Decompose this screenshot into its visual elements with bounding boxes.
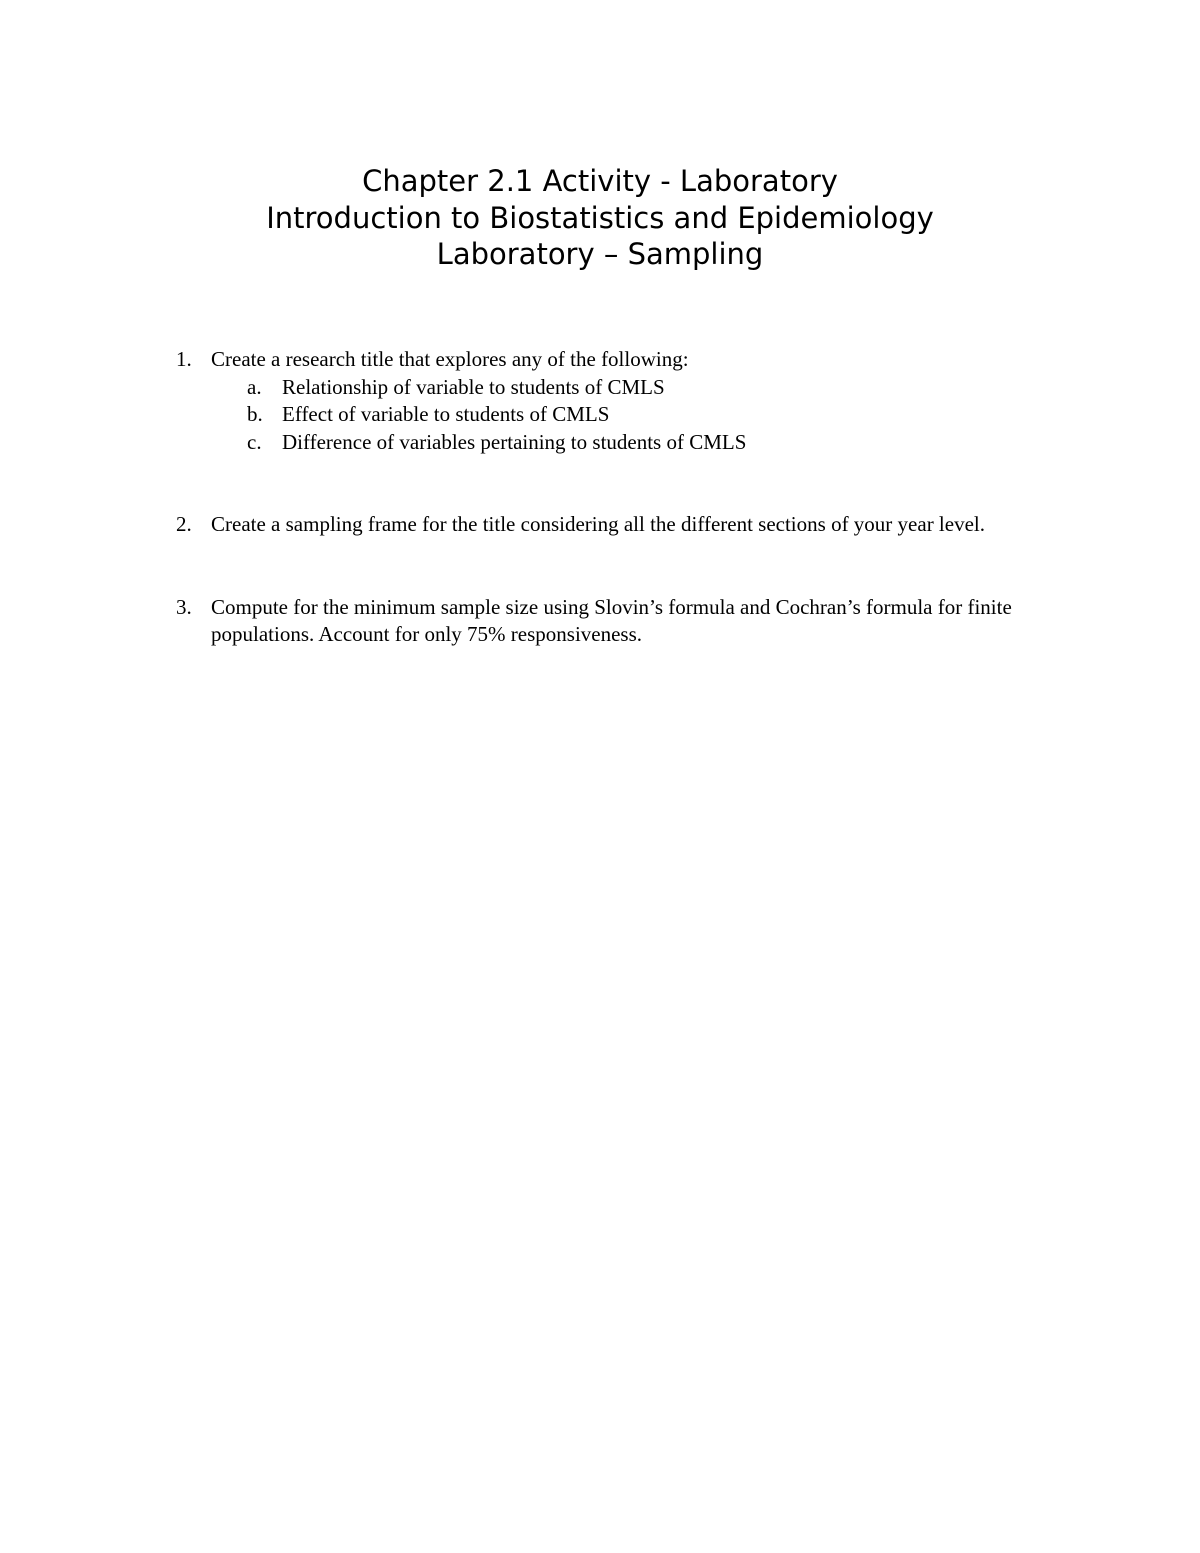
title-line-course: Introduction to Biostatistics and Epidemiology [266,200,934,235]
question-item-1 [0,346,1200,456]
question-text: Create a sampling frame for the title considering all the different sections of your year level. [211,512,985,536]
sub-item-b [0,401,1200,429]
question-item-3 [0,594,1200,649]
sub-item-c [0,429,1200,457]
question-text: Create a research title that explores any of the following: [211,347,689,371]
sub-item-a [0,374,1200,402]
question-list [0,346,1200,649]
question-number: 2. [176,512,192,536]
sub-item-letter: a. [247,374,262,399]
title-line-topic: Laboratory – Sampling [436,237,764,271]
document-title [0,163,1200,273]
question-text: Compute for the minimum sample size using Slovin’s formula and Cochran’s formula for finite populations. Account for only 75% responsiveness. [211,594,1012,646]
sub-item-list [0,374,1200,457]
question-number: 3. [176,594,192,619]
sub-item-letter: c. [247,429,262,454]
question-item-2 [0,511,1200,539]
title-line-chapter: Chapter 2.1 Activity - Laboratory [362,164,838,198]
question-number: 1. [176,347,192,371]
sub-item-text: Relationship of variable to students of CMLS [282,374,665,399]
sub-item-text: Effect of variable to students of CMLS [282,402,610,426]
sub-item-letter: b. [247,402,263,426]
sub-item-text: Difference of variables pertaining to students of CMLS [282,429,747,454]
